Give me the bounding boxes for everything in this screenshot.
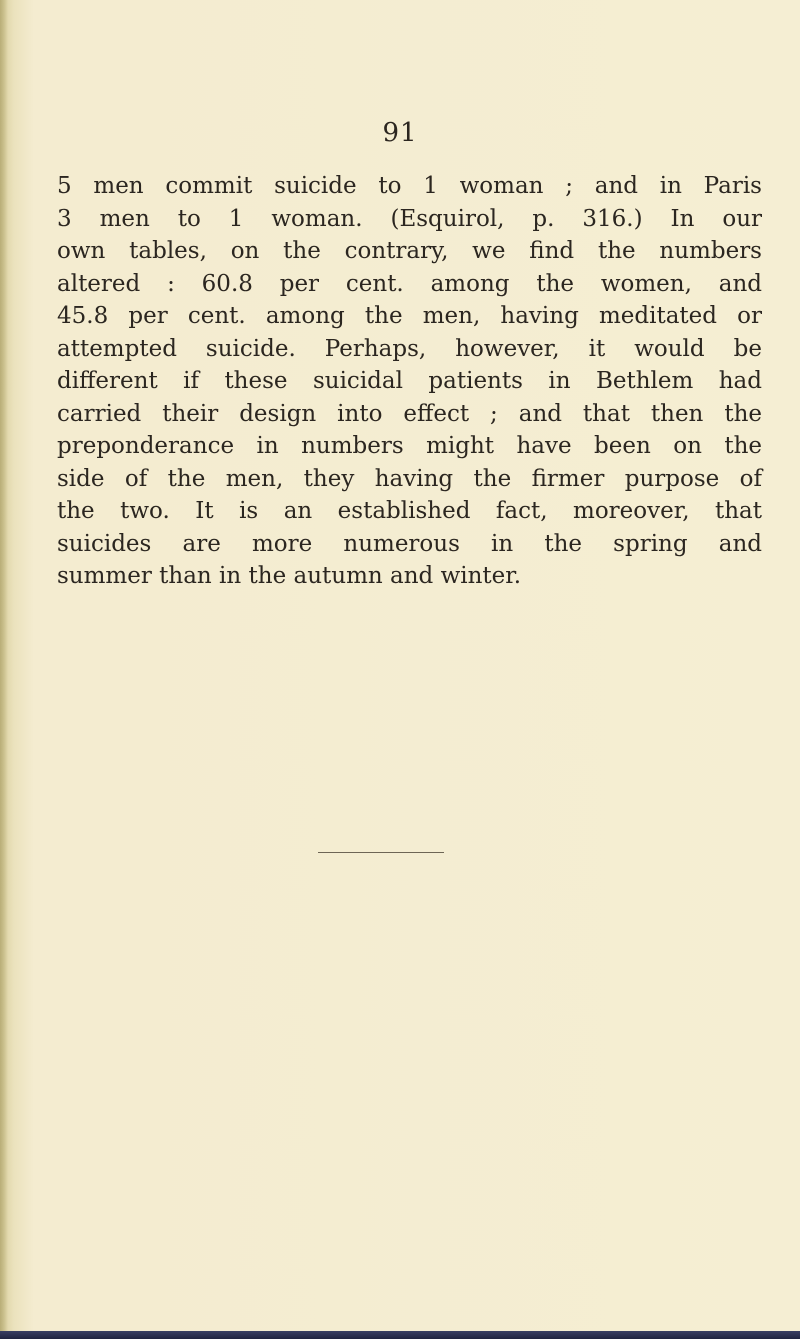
page-number: 91 bbox=[382, 118, 418, 148]
text-line: 3 men to 1 woman. (Esquirol, p. 316.) In our bbox=[57, 205, 762, 232]
page-gutter-shadow bbox=[0, 0, 8, 1339]
text-line: suicides are more numerous in the spring and bbox=[57, 530, 762, 557]
text-line: 5 men commit suicide to 1 woman ; and in Paris bbox=[57, 173, 762, 199]
text-line: summer than in the autumn and winter. bbox=[57, 563, 522, 589]
section-end-rule bbox=[318, 852, 444, 853]
text-line: altered : 60.8 per cent. among the women, and bbox=[57, 270, 762, 297]
text-line: side of the men, they having the firmer purpose of bbox=[57, 465, 762, 492]
text-line: 45.8 per cent. among the men, having meditated or bbox=[57, 303, 762, 329]
text-line: own tables, on the contrary, we find the numbers bbox=[57, 238, 762, 264]
text-line: different if these suicidal patients in Bethlem had bbox=[57, 368, 762, 394]
text-line: the two. It is an established fact, moreover, that bbox=[57, 498, 762, 524]
text-line: attempted suicide. Perhaps, however, it would be bbox=[57, 335, 762, 362]
body-paragraph bbox=[57, 170, 762, 593]
text-line: carried their design into effect ; and that then the bbox=[57, 400, 762, 427]
page-bottom-edge bbox=[0, 1331, 800, 1339]
text-line: preponderance in numbers might have been on the bbox=[57, 433, 762, 459]
